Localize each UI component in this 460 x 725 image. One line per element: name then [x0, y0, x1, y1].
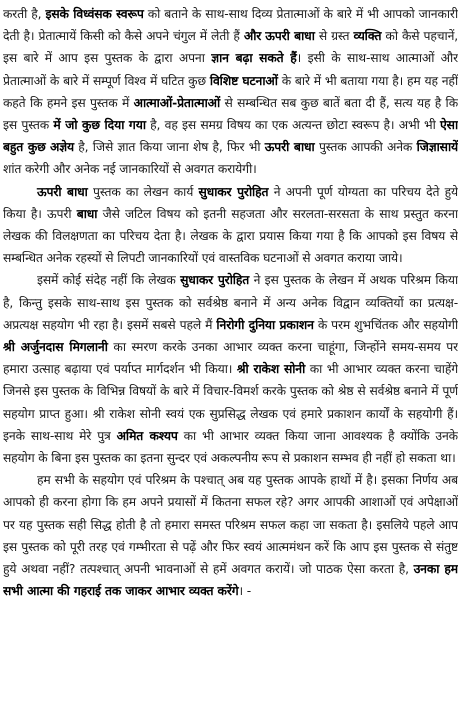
paragraph — [3, 269, 458, 469]
text-segment: पुस्तक का लेखन कार्य — [87, 184, 199, 199]
bold-text-segment: बाधा — [76, 206, 98, 221]
bold-text-segment: आत्माओं-प्रेतात्माओं — [133, 95, 221, 110]
text-segment: को कैसे पहचानें, इस बारे में आप इस पुस्तक के द्वारा अपना — [3, 29, 458, 66]
document-body — [3, 3, 458, 602]
text-segment: इसमें कोई संदेह नहीं कि लेखक — [37, 273, 181, 288]
bold-text-segment: निरोगी दुनिया प्रकाशन — [216, 317, 314, 332]
text-segment: । इसी के साथ-साथ आत्माओं और प्रेतात्माओं के बारे में सम्पूर्ण विश्व में घटित कुछ — [3, 51, 458, 88]
bold-text-segment: ऊपरी बाधा — [265, 29, 315, 44]
bold-text-segment: व्यक्ति — [353, 29, 382, 44]
text-segment: को बताने के साथ-साथ दिव्य प्रेतात्माओं के बारे में भी आपको जानकारी देती है। प्रेतात्मायें किसी को कैसे अपने चंगुल में लेती हैं — [3, 7, 458, 44]
text-segment: का भी आभार व्यक्त किया जाना आवश्यक है क्योंकि उनके सहयोग के बिना इस पुस्तक का इतना सुन्दर एवं अकल्पनीय रूप से प्रकाशन सम्भव ही नहीं हो सकता था। — [3, 428, 458, 466]
paragraph — [3, 469, 458, 602]
bold-text-segment: विशिष्ट घटनाओं — [209, 73, 278, 88]
text-segment: है, वह इस समग्र विषय का एक अत्यन्त छोटा स्वरूप है। अभी भी — [145, 118, 440, 133]
text-segment: । - — [238, 584, 252, 599]
text-segment: ने इस पुस्तक के लेखन में अथक परिश्रम किया है, किन्तु इसके साथ-साथ इस पुस्तक को सर्वश्रेष्ठ बनाने में अन्य अनेक विद्वान व्यक्तियों का प्रत्यक्ष-अप्रत्यक्ष सहयोग भी रहा है। इसमें सबसे पहले मैं — [3, 273, 458, 332]
bold-text-segment: में जो कुछ दिया गया — [53, 118, 146, 133]
text-segment: शांत करेगी और अनेक नई जानकारियों से अवगत करायेगी। — [3, 162, 257, 177]
text-segment: है, जिसे ज्ञात किया जाना शेष है, फिर भी — [73, 140, 265, 155]
bold-text-segment: अज्ञेय — [49, 140, 74, 155]
text-segment: का स्मरण करके उनका आभार व्यक्त करना चाहूंगा, जिन्होंने समय-समय पर हमारा उत्साह बढ़ाया एवं पर्याप्त मार्गदर्शन भी किया। — [3, 340, 458, 377]
text-segment: से सम्बन्धित सब कुछ बातें बता दी हैं, सत्य यह है कि इस पुस्तक — [3, 95, 458, 133]
bold-text-segment: अमित कश्यप — [116, 428, 178, 443]
bold-text-segment: और — [243, 29, 262, 44]
bold-text-segment: ऐसा बहुत कुछ — [3, 118, 458, 155]
text-segment: जैसे जटिल विषय को इतनी सहजता और सरलता-सरसता के साथ प्रस्तुत करना लेखक की विलक्षणता का परिचय देता है। लेखक के द्वारा प्रयास किया गया है कि आपको इस विषय से सम्बन्धित अनेक रहस्यों से लिपटी जानकारियों एवं वास्तविक घटनाओं से अवगत कराया जाये। — [3, 206, 458, 266]
text-segment: से ग्रस्त — [314, 29, 354, 44]
bold-text-segment: ऊपरी बाधा — [264, 140, 315, 155]
bold-text-segment: ज्ञान बढ़ा सकते हैं — [211, 51, 297, 66]
paragraph — [3, 181, 458, 270]
bold-text-segment: इसके विध्वंसक स्वरूप — [45, 7, 144, 21]
text-segment: का भी आभार व्यक्त करना चाहेंगे जिनसे इस पुस्तक के विभिन्न विषयों के बारे में विचार-विमर्श करके पुस्तक को श्रेष्ठ से सर्वश्रेष्ठ बनाने में पूर्ण सहयोग प्राप्त हुआ। श्री राकेश सोनी स्वयं एक सुप्रसिद्ध लेखक एवं हमारे प्रकाशन कार्यों के सहयोगी हैं। इनके साथ-साथ मेरे पुत्र — [3, 362, 458, 443]
text-segment: के परम शुभचिंतक और सहयोगी — [313, 317, 458, 332]
bold-text-segment: सुधाकर पुरोहित — [198, 184, 269, 199]
bold-text-segment: ऊपरी बाधा — [37, 184, 88, 199]
paragraph — [3, 3, 458, 181]
text-segment: हम सभी के सहयोग एवं परिश्रम के पश्चात् अब यह पुस्तक आपके हाथों में है। इसका निर्णय अब आपको ही करना होगा कि हम अपने प्रयासों में कितना सफल रहे? अगर आपकी आशाओं एवं अपेक्षाओं पर यह पुस्तक सही सिद्ध होती है तो हमारा समस्त परिश्रम सफल कहा जा सकता है। इसलिये पहले आप इस पुस्तक को पूरी तरह एवं गम्भीरता से पढ़ें और फिर स्वयं आत्ममंथन करें कि आप इस पुस्तक से संतुष्ट हुये अथवा नहीं? तत्पश्चात् अपनी भावनाओं से हमें अवगत करायें। जो पाठक ऐसा करता है, — [3, 473, 458, 577]
bold-text-segment: श्री राकेश सोनी — [236, 362, 306, 377]
bold-text-segment: उनका हम सभी आत्मा की गहराई तक जाकर आभार व्यक्त करेंगे — [3, 562, 458, 599]
bold-text-segment: सुधाकर पुरोहित — [180, 273, 250, 288]
text-segment: के बारे में भी बताया गया है। हम यह नहीं कहते कि हमने इस पुस्तक में — [3, 73, 458, 110]
bold-text-segment: श्री अर्जुनदास मिगलानी — [3, 340, 108, 355]
bold-text-segment: जिज्ञासायें — [416, 140, 458, 155]
text-segment: करती है, — [3, 7, 46, 21]
text-segment: पुस्तक आपकी अनेक — [314, 140, 417, 155]
text-segment: ने अपनी पूर्ण योग्यता का परिचय देते हुये किया है। ऊपरी — [3, 184, 458, 221]
document-page — [3, 3, 458, 723]
